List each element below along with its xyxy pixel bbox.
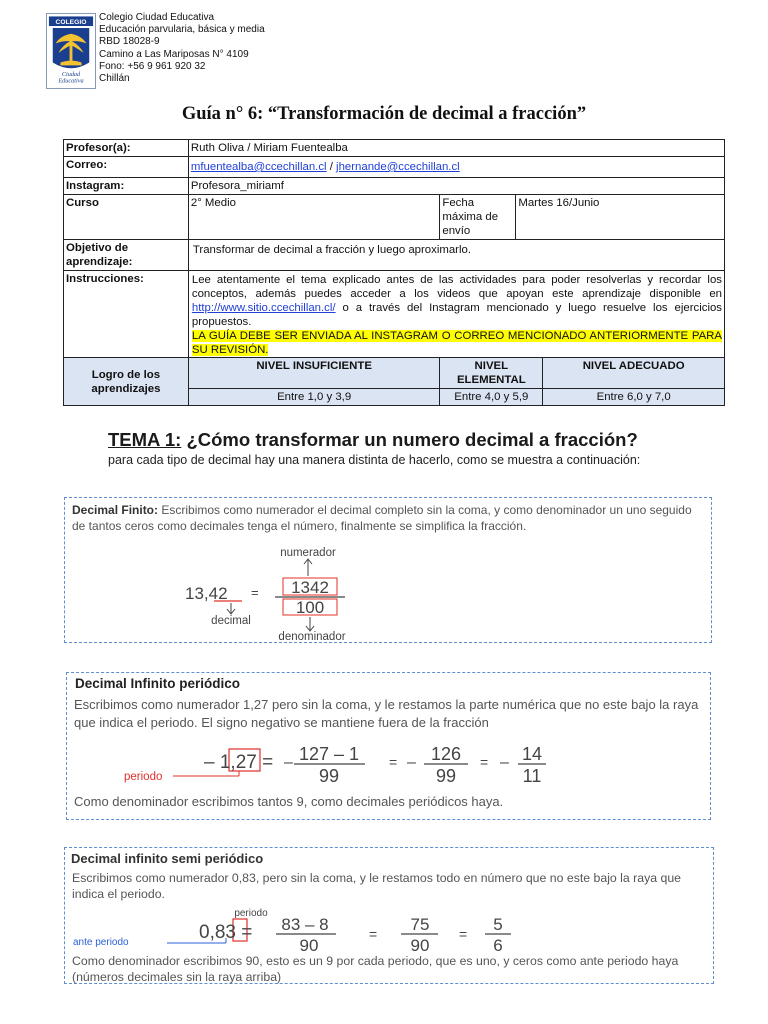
website-link[interactable]: http://www.sitio.ccechillan.cl/ (191, 302, 336, 314)
periodico-footer: Como denominador escribimos tantos 9, como decimales periódicos haya. (74, 794, 504, 809)
profesor-label: Profesor(a): (64, 140, 189, 157)
semiperiodico-title: Decimal infinito semi periódico (71, 851, 264, 866)
semiperiodico-step1-den: 90 (299, 936, 319, 955)
instrucciones-value (188, 271, 724, 358)
periodico-step3-den: 11 (522, 766, 542, 786)
periodico-label: periodo (124, 771, 163, 783)
logro-label: Logro de los aprendizajes (64, 358, 189, 406)
school-name: Colegio Ciudad Educativa (99, 12, 215, 23)
decimal-label: decimal (211, 615, 251, 627)
semiperiodico-step2-num: 75 (410, 915, 430, 934)
finito-numerator: 1342 (291, 578, 329, 597)
periodico-title: Decimal Infinito periódico (75, 676, 241, 691)
fecha-label: Fecha máxima de envío (440, 195, 516, 240)
semiperiodico-eq-2: = (459, 926, 468, 942)
finito-diagram (65, 498, 713, 644)
semiperiodico-step3-den: 6 (493, 936, 503, 955)
semiperiodico-number: 0,83 = (199, 922, 253, 943)
finito-number: 13,42 (185, 584, 228, 603)
row-objetivo (64, 240, 725, 271)
school-info (99, 12, 265, 85)
periodico-step2-num: 126 (430, 744, 462, 764)
range-elemental: Entre 4,0 y 5,9 (440, 389, 543, 406)
profesor-value: Ruth Oliva / Miriam Fuentealba (188, 140, 724, 157)
periodico-step3-num: 14 (521, 744, 543, 764)
school-levels: Educación parvularia, básica y media (99, 24, 265, 36)
school-logo (46, 13, 96, 89)
periodico-step1-num: 127 – 1 (298, 744, 360, 764)
decimal-semiperiodico-box (64, 847, 714, 984)
periodico-eq-2: = (480, 754, 489, 770)
periodico-eq-1: = (389, 754, 398, 770)
finito-title: Decimal Finito: (72, 503, 159, 517)
email-link-1[interactable]: mfuentealba@ccechillan.cl (190, 161, 327, 173)
objetivo-label: Objetivo de aprendizaje: (64, 240, 189, 271)
periodico-minus-1: – (284, 754, 293, 771)
numerador-label: numerador (280, 547, 336, 559)
tema-label: TEMA 1: (108, 429, 182, 450)
periodico-minus-3: – (500, 754, 509, 771)
instructions-highlight: LA GUÍA DEBE SER ENVIADA AL INSTAGRAM O CORREO MENCIONADO ANTERIORMENTE PARA SU REVISIÓN. (191, 330, 722, 356)
instructions-text-2: o a través del Instagram mencionado y luego resuelve los ejercicios propuestos. (191, 302, 722, 328)
row-instagram (64, 178, 725, 195)
ante-periodo-label: ante periodo (73, 937, 129, 948)
level-elemental: NIVEL ELEMENTAL (440, 358, 543, 389)
range-adecuado: Entre 6,0 y 7,0 (543, 389, 725, 406)
semiperiodico-footer: Como denominador escribimos 90, esto es un 9 por cada periodo, que es uno, y ceros como ante periodo haya (números decimales sin la raya arriba) (72, 954, 679, 984)
denominador-label: denominador (278, 631, 346, 643)
range-insuficiente: Entre 1,0 y 3,9 (188, 389, 440, 406)
guide-title: Guía n° 6: “Transformación de decimal a fracción” (181, 104, 587, 124)
decimal-finito-box (64, 497, 712, 643)
periodico-step2-den: 99 (435, 766, 457, 786)
row-logro-levels (64, 358, 725, 389)
row-instrucciones (64, 271, 725, 358)
svg-text:Ciudad: Ciudad (61, 70, 81, 78)
semiperiodico-step1-num: 83 – 8 (281, 915, 329, 934)
svg-text:COLEGIO: COLEGIO (55, 19, 87, 27)
semiperiodico-step3-num: 5 (493, 915, 503, 934)
semiperiodico-step2-den: 90 (410, 936, 430, 955)
objetivo-value: Transformar de decimal a fracción y luego aproximarlo. (188, 240, 724, 271)
svg-text:Educativa: Educativa (58, 77, 84, 85)
tema-heading (108, 429, 638, 451)
row-profesor (64, 140, 725, 157)
school-address: Camino a Las Mariposas N° 4109 (99, 48, 249, 60)
level-adecuado: NIVEL ADECUADO (543, 358, 725, 389)
periodico-number: – 1,27 = (204, 752, 274, 773)
periodico-minus-2: – (407, 754, 416, 771)
instagram-label: Instagram: (64, 178, 189, 195)
periodico-step1-den: 99 (318, 766, 340, 786)
school-rbd: RBD 18028-9 (99, 36, 160, 48)
tema-question: ¿Cómo transformar un numero decimal a fracción? (181, 429, 638, 450)
level-insuficiente: NIVEL INSUFICIENTE (188, 358, 440, 389)
semiperiodico-eq-1: = (369, 926, 378, 942)
finito-equals: = (251, 585, 259, 600)
correo-label: Correo: (64, 157, 189, 178)
semiperiodico-text: Escribimos como numerador 0,83, pero sin la coma, y le restamos todo en número que no este bajo la raya que indica el periodo. (72, 871, 682, 901)
row-curso (64, 195, 725, 240)
instagram-value: Profesora_miriamf (188, 178, 724, 195)
instructions-text-1: Lee atentamente el tema explicado antes de las actividades para poder resolverlas y recordar los conceptos, además puedes acceder a los videos que apoyan este aprendizaje disponible en (191, 274, 722, 300)
school-logo-graphic (47, 14, 95, 88)
correo-value (188, 157, 724, 178)
semiperiodico-periodo-label: periodo (234, 908, 268, 919)
school-phone: Fono: +56 9 961 920 32 (99, 60, 206, 72)
tema-description: para cada tipo de decimal hay una manera distinta de hacerlo, como se muestra a continuación: (108, 453, 641, 467)
instrucciones-label: Instrucciones: (64, 271, 189, 358)
email-link-2[interactable]: jhernande@ccechillan.cl (336, 161, 460, 173)
school-city: Chillán (99, 73, 130, 85)
row-correo (64, 157, 725, 178)
finito-text: Escribimos como numerador el decimal completo sin la coma, y como denominador un uno seguido de tantos ceros como decimales tenga el número, finalmente se simplifica la fracción. (72, 503, 692, 533)
curso-value: 2° Medio (188, 195, 440, 240)
finito-denominator: 100 (295, 598, 325, 617)
periodico-text: Escribimos como numerador 1,27 pero sin la coma, y le restamos la parte numérica que no este bajo la raya que indica el periodo. El signo negativo se mantiene fuera de la fracción (74, 697, 699, 730)
fecha-value: Martes 16/Junio (516, 195, 725, 240)
email-separator: / (326, 161, 337, 173)
curso-label: Curso (64, 195, 189, 240)
guide-info-table (63, 139, 725, 406)
decimal-periodico-box (66, 672, 711, 820)
